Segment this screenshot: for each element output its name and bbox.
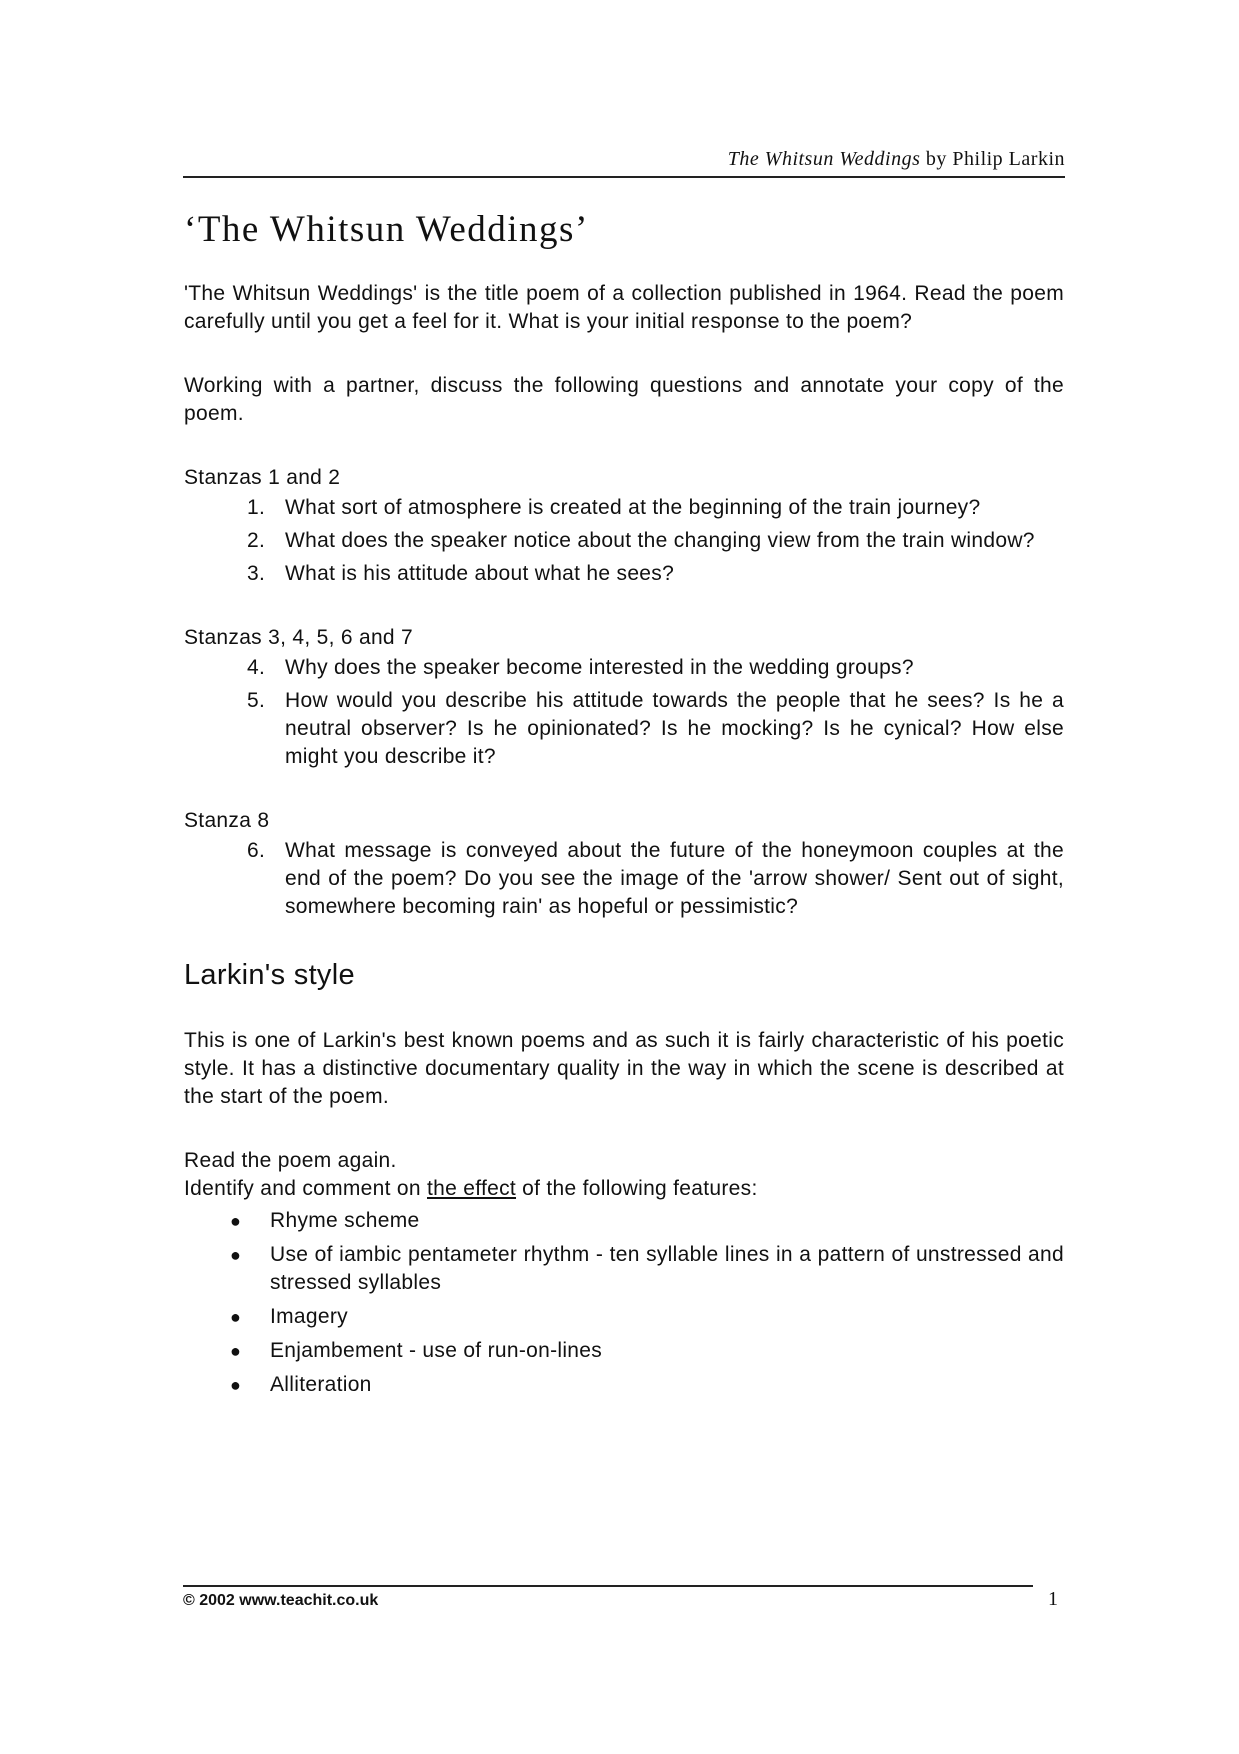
stanza-label: Stanzas 3, 4, 5, 6 and 7 <box>184 626 414 649</box>
feature-text: Imagery <box>270 1305 348 1328</box>
bullet-icon: ● <box>230 1307 242 1327</box>
bullet-icon: ● <box>230 1375 242 1395</box>
stanza-label: Stanzas 1 and 2 <box>184 466 341 489</box>
question-item <box>184 527 1064 555</box>
question-group <box>184 807 1064 921</box>
question-text: What sort of atmosphere is created at the beginning of the train journey? <box>285 496 981 519</box>
question-text: How would you describe his attitude towards the people that he sees? Is he a neutral observer? Is he opinionated? Is he mocking? Is he cynical? How else might you describe it? <box>285 689 1064 768</box>
footer-rule <box>183 1585 1033 1587</box>
feature-list <box>184 1207 1064 1399</box>
feature-text: Alliteration <box>270 1373 372 1396</box>
read-again-line: Read the poem again. <box>184 1149 397 1172</box>
question-text: What message is conveyed about the future of the honeymoon couples at the end of the poem? Do you see the image of the 'arrow shower/ Sent out of sight, somewhere becoming rain' as hopeful or pessimistic? <box>285 839 1064 918</box>
copyright-notice: © 2002 www.teachit.co.uk <box>183 1592 379 1609</box>
question-number: 2. <box>247 529 266 552</box>
question-group <box>184 464 1064 588</box>
feature-text: Rhyme scheme <box>270 1209 420 1232</box>
feature-item <box>184 1337 1064 1365</box>
underlined-phrase: the effect <box>427 1177 517 1200</box>
header-work-title: The Whitsun Weddings <box>727 148 921 170</box>
question-item <box>184 494 1064 522</box>
style-paragraph: This is one of Larkin's best known poems and as such it is fairly characteristic of his poetic style. It has a distinctive documentary quality in the way in which the scene is described at the start of the poem. <box>184 1029 1064 1108</box>
question-text: What is his attitude about what he sees? <box>285 562 675 585</box>
identify-instruction: Identify and comment on the effect of the following features: <box>184 1177 758 1200</box>
header-byline: by Philip Larkin <box>925 148 1065 170</box>
feature-item <box>184 1241 1064 1297</box>
question-item <box>184 654 1064 682</box>
bullet-icon: ● <box>230 1341 242 1361</box>
question-group <box>184 624 1064 771</box>
bullet-icon: ● <box>230 1211 242 1231</box>
instructions-paragraph: Working with a partner, discuss the following questions and annotate your copy of the poem. <box>184 374 1064 425</box>
question-list <box>184 654 1064 771</box>
question-number: 1. <box>247 496 266 519</box>
feature-item <box>184 1207 1064 1235</box>
feature-text: Use of iambic pentameter rhythm - ten syllable lines in a pattern of unstressed and stressed syllables <box>270 1243 1064 1294</box>
feature-text: Enjambement - use of run-on-lines <box>270 1339 603 1362</box>
question-number: 4. <box>247 656 266 679</box>
feature-item <box>184 1303 1064 1331</box>
main-content <box>184 200 1064 1405</box>
question-number: 5. <box>247 689 266 712</box>
bullet-icon: ● <box>230 1245 242 1265</box>
page-title: ‘The Whitsun Weddings’ <box>184 209 589 250</box>
question-list <box>184 494 1064 588</box>
intro-paragraph: 'The Whitsun Weddings' is the title poem of a collection published in 1964. Read the poem carefully until you get a feel for it. What is your initial response to the poem? <box>184 282 1064 333</box>
question-item <box>184 560 1064 588</box>
question-text: What does the speaker notice about the changing view from the train window? <box>285 529 1035 552</box>
question-item <box>184 687 1064 771</box>
question-text: Why does the speaker become interested in the wedding groups? <box>285 656 914 679</box>
stanza-label: Stanza 8 <box>184 809 270 832</box>
running-header <box>183 148 1065 178</box>
question-number: 3. <box>247 562 266 585</box>
question-number: 6. <box>247 839 266 862</box>
question-item <box>184 837 1064 921</box>
section-heading: Larkin's style <box>184 959 355 991</box>
question-list <box>184 837 1064 921</box>
feature-item <box>184 1371 1064 1399</box>
page-number: 1 <box>1048 1588 1058 1610</box>
